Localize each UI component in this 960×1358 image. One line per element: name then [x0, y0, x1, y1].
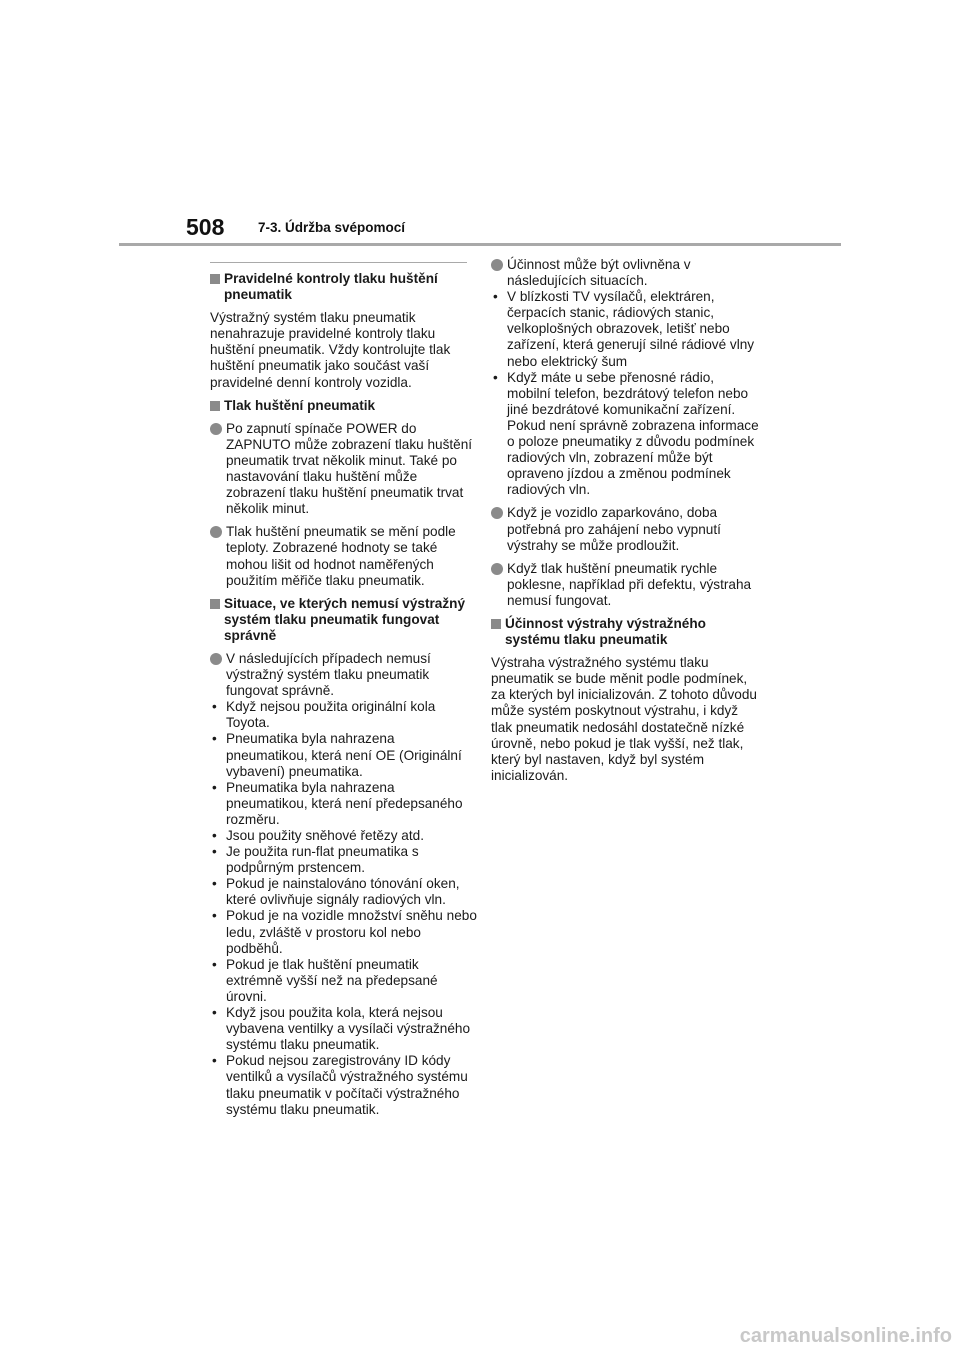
list-item	[210, 908, 478, 956]
note-parked	[491, 505, 759, 553]
list-item-text: Pneumatika byla nahrazena pneumatikou, která není předepsaného rozměru.	[226, 779, 463, 827]
list-item	[210, 1005, 478, 1053]
square-bullet-icon	[210, 401, 220, 411]
heading-warning-effectiveness	[491, 616, 759, 648]
circle-bullet-icon	[210, 423, 222, 435]
circle-bullet-icon	[210, 526, 222, 538]
heading-regular-checks	[210, 271, 478, 303]
note-power-switch	[210, 421, 478, 518]
bullet-icon: •	[212, 828, 217, 843]
note-following-cases	[210, 651, 478, 1118]
list-item-text: Když jsou použita kola, která nejsou vybavena ventilky a vysílači výstražného systému tlaku pneumatik.	[226, 1005, 471, 1053]
list-item-text: Pokud je tlak huštění pneumatik extrémně vyšší než na předepsané úrovni.	[226, 956, 438, 1004]
section-title: 7-3. Údržba svépomocí	[258, 220, 406, 235]
bullet-icon: •	[212, 1053, 217, 1069]
list-item	[210, 876, 478, 908]
list-item-text: Pokud je na vozidle množství sněhu nebo ledu, zvláště v prostoru kol nebo podběhů.	[226, 908, 477, 956]
list-item	[210, 731, 478, 779]
heading-text: Pravidelné kontroly tlaku huštění pneumatik	[224, 271, 438, 303]
square-bullet-icon	[210, 274, 220, 284]
heading-text: Situace, ve kterých nemusí výstražný systém tlaku pneumatik fungovat správně	[224, 595, 466, 643]
list-item-text: Pokud je nainstalováno tónování oken, které ovlivňuje signály radiových vln.	[226, 876, 460, 908]
watermark: carmanualsonline.info	[739, 1325, 952, 1347]
note-text: Tlak huštění pneumatik se mění podle teploty. Zobrazené hodnoty se také mohou lišit od hodnot naměřených použitím měřiče tlaku pneumatik.	[226, 524, 456, 588]
list-item	[210, 699, 478, 731]
bullet-icon: •	[493, 369, 498, 385]
interference-list	[493, 289, 759, 498]
bullet-icon: •	[212, 1005, 217, 1021]
note-text: V následujících případech nemusí výstražný systém tlaku pneumatik fungovat správně.	[226, 650, 431, 699]
list-item	[210, 957, 478, 1005]
list-item	[491, 370, 759, 499]
list-item-text: Pneumatika byla nahrazena pneumatikou, která není OE (Originální vybavení) pneumatika.	[226, 731, 462, 779]
list-item	[210, 844, 478, 876]
heading-text: Tlak huštění pneumatik	[224, 397, 376, 413]
list-item-text: Když nejsou použita originální kola Toyota.	[226, 699, 436, 731]
bullet-icon: •	[212, 779, 217, 795]
list-item	[210, 780, 478, 828]
bullet-icon: •	[212, 956, 217, 972]
bullet-icon: •	[493, 289, 498, 305]
list-item-text: V blízkosti TV vysílačů, elektráren, čerpacích stanic, rádiových stanic, velkoplošných obrazovek, letišť nebo zařízení, která generují silné rádiové vlny nebo elektrický šum	[507, 289, 755, 369]
page-header	[0, 0, 960, 250]
list-item-text: Když máte u sebe přenosné rádio, mobilní telefon, bezdrátový telefon nebo jiné bezdrátové komunikační zařízení.	[507, 369, 749, 417]
note-temperature	[210, 524, 478, 588]
note-text: Když je vozidlo zaparkováno, doba potřebná pro zahájení nebo vypnutí výstrahy se může prodloužit.	[507, 505, 721, 553]
circle-bullet-icon	[491, 563, 503, 575]
note-rapid-drop	[491, 561, 759, 609]
right-column	[491, 257, 759, 791]
bullet-icon: •	[212, 908, 217, 924]
heading-malfunction-situations	[210, 596, 478, 644]
list-item-note: Pokud není správně zobrazena informace o poloze pneumatiky z důvodu podmínek radiových vln, zobrazení může být opraveno jízdou a změnou podmínek radiových vln.	[507, 417, 759, 498]
heading-text: Účinnost výstrahy výstražného systému tlaku pneumatik	[505, 615, 706, 648]
note-effectiveness	[491, 257, 759, 498]
list-item	[210, 828, 478, 844]
circle-bullet-icon	[210, 653, 222, 665]
square-bullet-icon	[491, 619, 501, 629]
paragraph-warning-effectiveness: Výstraha výstražného systému tlaku pneumatik se bude měnit podle podmínek, za kterých byl inicializován. Z tohoto důvodu může systém poskytnout výstrahu, i když tlak pneumatik nedosáhl dostatečně nízké úrovně, nebo pokud je tlak vyšší, než tlak, který byl nastaven, když byl systém inicializován.	[491, 655, 757, 783]
bullet-icon: •	[212, 699, 217, 715]
note-text: Účinnost může být ovlivněna v následujících situacích.	[507, 257, 691, 289]
bullet-icon: •	[212, 844, 217, 860]
list-item-text: Je použita run-flat pneumatika s podpůrným prstencem.	[226, 844, 419, 876]
list-item-text: Pokud nejsou zaregistrovány ID kódy ventilků a vysílačů výstražného systému tlaku pneumatik v počítači výstražného systému tlaku pneumatik.	[226, 1053, 468, 1117]
bullet-icon: •	[212, 876, 217, 892]
note-text: Když tlak huštění pneumatik rychle poklesne, například při defektu, výstraha nemusí fungovat.	[507, 560, 752, 608]
page-number: 508	[186, 214, 225, 240]
list-item	[491, 289, 759, 369]
header-divider	[119, 243, 841, 246]
cases-list	[212, 699, 478, 1117]
list-item	[210, 1053, 478, 1117]
list-item-text: Jsou použity sněhové řetězy atd.	[226, 828, 424, 843]
paragraph-regular-checks: Výstražný systém tlaku pneumatik nenahrazuje pravidelné kontroly tlaku huštění pneumatik. Vždy kontrolujte tlak huštění pneumatik jako součást vaší pravidelné denní kontroly vozidla.	[210, 310, 451, 390]
column-top-divider	[210, 262, 467, 263]
left-column	[210, 257, 478, 1125]
circle-bullet-icon	[491, 259, 503, 271]
heading-inflation-pressure	[210, 398, 478, 414]
square-bullet-icon	[210, 599, 220, 609]
circle-bullet-icon	[491, 507, 503, 519]
bullet-icon: •	[212, 731, 217, 747]
note-text: Po zapnutí spínače POWER do ZAPNUTO může zobrazení tlaku huštění pneumatik trvat několik minut. Také po nastavování tlaku huštění může zobrazení tlaku huštění pneumatik trvat několik minut.	[226, 420, 473, 517]
